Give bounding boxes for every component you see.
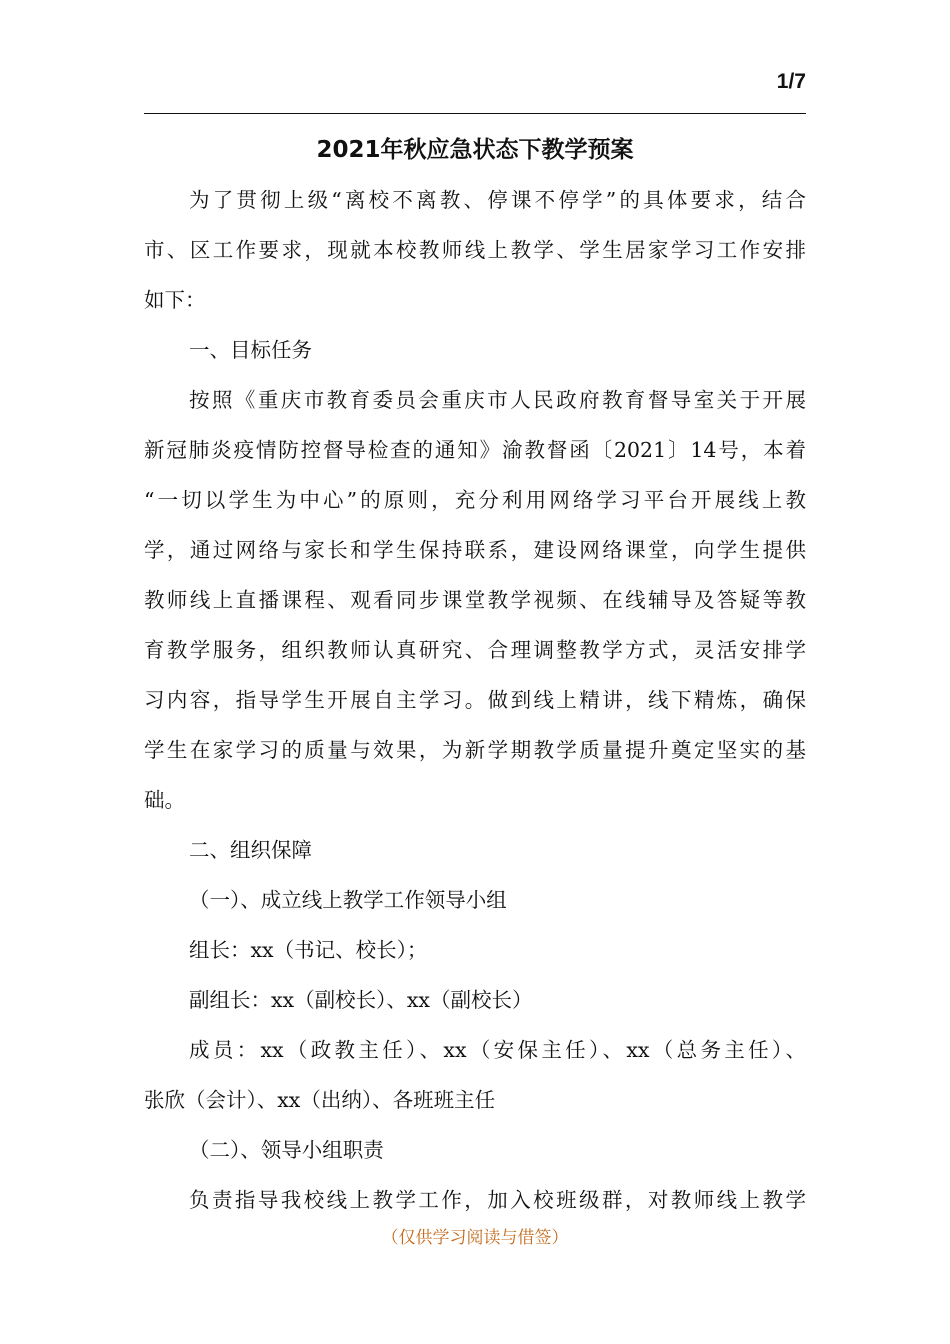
paragraph-line: 如下： bbox=[144, 288, 206, 312]
subsection-heading: （一）、成立线上教学工作领导小组 bbox=[189, 888, 507, 912]
paragraph-line: 为了贯彻上级“离校不离教、停课不停学”的具体要求，结合 bbox=[189, 188, 806, 212]
page-number: 1/7 bbox=[776, 70, 806, 93]
header-divider bbox=[144, 113, 806, 114]
paragraph-line: “一切以学生为中心”的原则，充分利用网络学习平台开展线上教 bbox=[144, 488, 806, 512]
paragraph-line: 学，通过网络与家长和学生保持联系，建设网络课堂，向学生提供 bbox=[144, 538, 806, 562]
footer-note: （仅供学习阅读与借签） bbox=[381, 1228, 569, 1248]
section-heading: 一、目标任务 bbox=[189, 338, 312, 362]
paragraph-line: 础。 bbox=[144, 788, 185, 812]
paragraph-line: 市、区工作要求，现就本校教师线上教学、学生居家学习工作安排 bbox=[144, 238, 806, 262]
paragraph-line: 习内容，指导学生开展自主学习。做到线上精讲，线下精炼，确保 bbox=[144, 688, 806, 712]
section-heading: 二、组织保障 bbox=[189, 838, 312, 862]
paragraph-line: 副组长：xx（副校长）、xx（副校长） bbox=[189, 988, 533, 1012]
subsection-heading: （二）、领导小组职责 bbox=[189, 1138, 384, 1162]
paragraph-line: 育教学服务，组织教师认真研究、合理调整教学方式，灵活安排学 bbox=[144, 638, 806, 662]
paragraph-line: 组长：xx（书记、校长）； bbox=[189, 938, 428, 962]
paragraph-line: 成员：xx（政教主任）、xx（安保主任）、xx（总务主任）、 bbox=[189, 1038, 806, 1062]
paragraph-line: 学生在家学习的质量与效果，为新学期教学质量提升奠定坚实的基 bbox=[144, 738, 806, 762]
document-body bbox=[144, 175, 806, 1225]
paragraph-line: 新冠肺炎疫情防控督导检查的通知》渝教督函〔2021〕14号，本着 bbox=[144, 438, 806, 462]
paragraph-line: 负责指导我校线上教学工作，加入校班级群，对教师线上教学 bbox=[189, 1188, 806, 1212]
paragraph-line: 按照《重庆市教育委员会重庆市人民政府教育督导室关于开展 bbox=[189, 388, 806, 412]
document-title: 2021年秋应急状态下教学预案 bbox=[316, 137, 634, 163]
paragraph-line: 张欣（会计）、xx（出纳）、各班班主任 bbox=[144, 1088, 496, 1112]
paragraph-line: 教师线上直播课程、观看同步课堂教学视频、在线辅导及答疑等教 bbox=[144, 588, 806, 612]
